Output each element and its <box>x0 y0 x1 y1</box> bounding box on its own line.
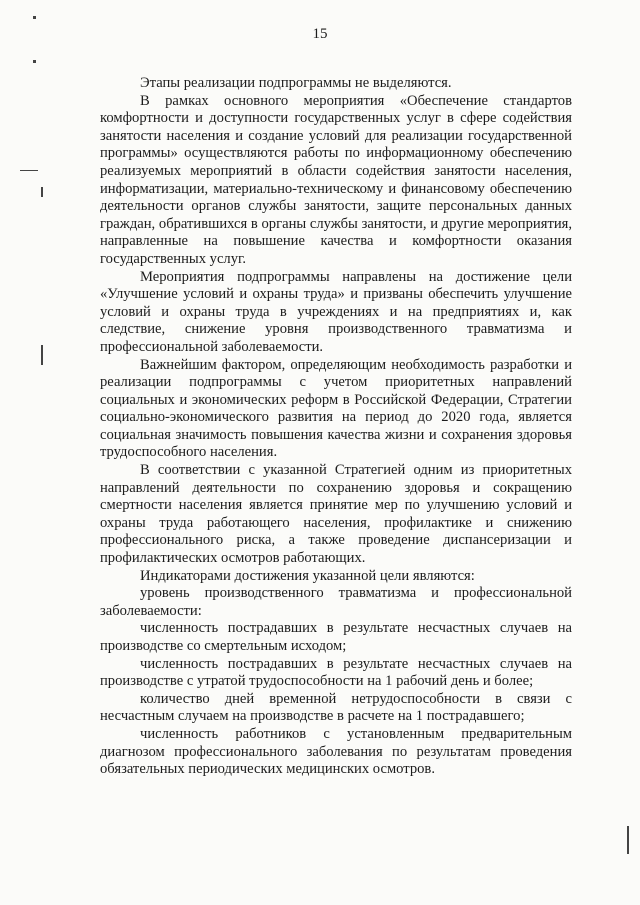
indicator-item: численность пострадавших в результате несчастных случаев на производстве с утратой трудоспособности на 1 рабочий день и более; <box>100 655 572 690</box>
paragraph: Этапы реализации подпрограммы не выделяются. <box>140 75 452 91</box>
scan-artifact <box>627 826 629 854</box>
indicator-item: количество дней временной нетрудоспособности в связи с несчастным случаем на производстве в расчете на 1 пострадавшего; <box>100 690 572 725</box>
indicator-item: численность пострадавших в результате несчастных случаев на производстве со смертельным исходом; <box>100 620 572 654</box>
page-number: 15 <box>312 26 328 42</box>
scan-artifact <box>41 345 43 365</box>
indicator-item: численность работников с установленным предварительным диагнозом профессионального заболевания по результатам проведения обязательных периодических медицинских осмотров. <box>100 725 572 778</box>
paragraph: В рамках основного мероприятия «Обеспечение стандартов комфортности и доступности государственных услуг в сфере содействия занятости населения и создание условий для реализации государственной программы» осуществляются работы по информационному обеспечению реализуемых мероприятий в области содействия занятости населения, информатизации, материально-техническому и финансовому обеспечению деятельности органов службы занятости, защите персональных данных граждан, обратившихся в органы службы занятости, и другие мероприятия, направленные на повышение качества и комфортности оказания государственных услуг. <box>100 92 572 267</box>
scan-artifact <box>33 16 36 19</box>
scan-artifact <box>33 60 36 63</box>
scan-artifact <box>20 170 38 171</box>
paragraph: Мероприятия подпрограммы направлены на достижение цели «Улучшение условий и охраны труда» и призваны обеспечить улучшение условий и охраны труда в учреждениях и на предприятиях и, как следствие, снижение уровня производственного травматизма и профессиональной заболеваемости. <box>100 268 572 355</box>
indicator-item: уровень производственного травматизма и профессиональной заболеваемости: <box>100 585 572 619</box>
paragraph: Индикаторами достижения указанной цели являются: <box>140 567 475 584</box>
document-body <box>100 75 572 779</box>
paragraph: Важнейшим фактором, определяющим необходимость разработки и реализации подпрограммы с учетом приоритетных направлений социальных и экономических реформ в Российской Федерации, Стратегии социально-экономического развития на период до 2020 года, является социальная значимость повышения качества жизни и сохранения здоровья трудоспособного населения. <box>100 356 572 461</box>
scan-artifact <box>41 187 43 197</box>
paragraph: В соответствии с указанной Стратегией одним из приоритетных направлений деятельности по сохранению здоровья и сокращению смертности населения является принятие мер по улучшению условий и охраны труда работающего населения, профилактике и снижению профессионального риска, а также проведение диспансеризации и профилактических осмотров работающих. <box>100 462 572 567</box>
